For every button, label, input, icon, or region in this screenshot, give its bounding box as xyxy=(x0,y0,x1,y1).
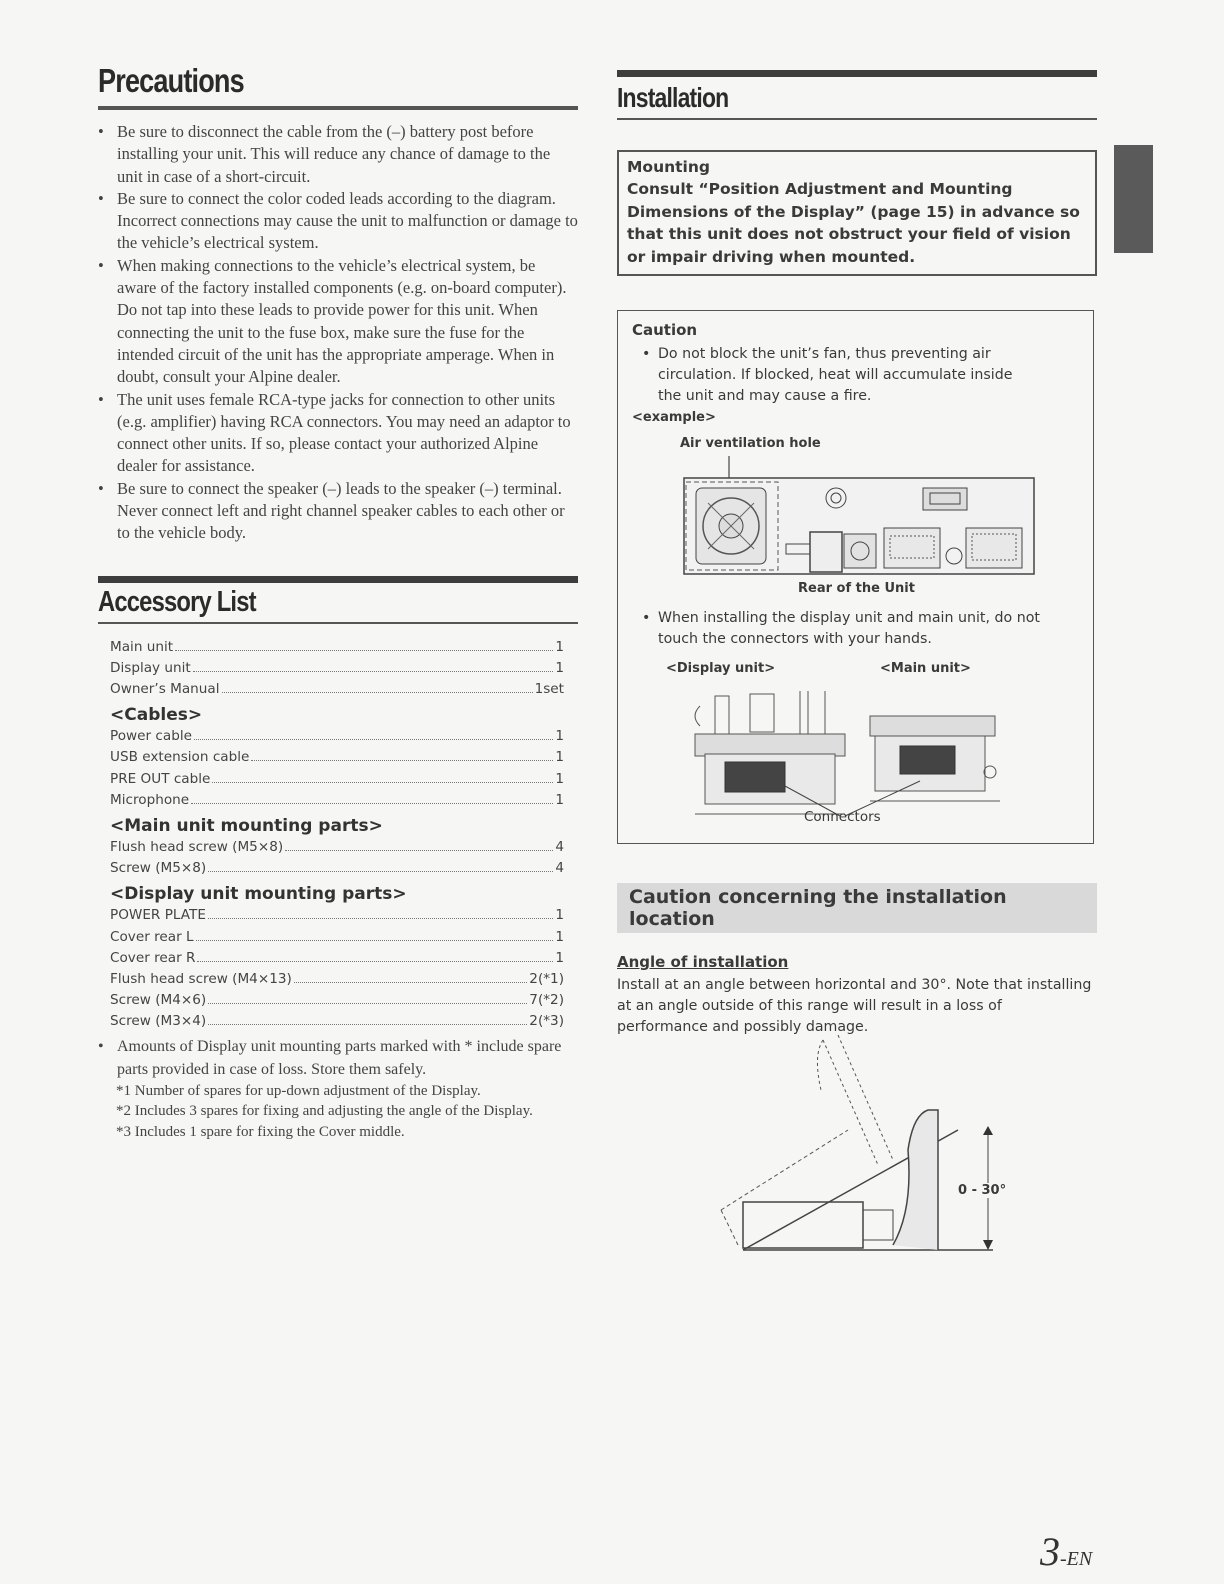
rear-unit-diagram xyxy=(678,456,1038,581)
installation-heading: Installation xyxy=(617,82,729,113)
list-item: Screw (M5×8) 4 xyxy=(110,860,564,877)
list-item: • Be sure to connect the speaker (–) leads to the speaker (–) terminal. Never connect left and right channel speaker cables to each other or to the vehicle body. xyxy=(98,478,578,545)
footnotes xyxy=(116,1081,580,1142)
list-item: PRE OUT cable 1 xyxy=(110,770,564,787)
example-label: <example> xyxy=(632,410,716,426)
footnote: *1 Number of spares for up-down adjustment of the Display. xyxy=(116,1083,481,1100)
list-item: • When making connections to the vehicle’s electrical system, be aware of the factory installed components (e.g. on-board computer). Do not tap into these leads to provide power for this unit. When connecting the unit to the fuse box, make sure the fuse for the intended circuit of the unit has the appropriate amperage. When in doubt, consult your Alpine dealer. xyxy=(98,255,578,389)
connectors-diagram xyxy=(690,686,1010,826)
location-heading: Caution concerning the installation location xyxy=(617,883,1097,933)
precautions-heading: Precautions xyxy=(98,62,244,99)
angle-label: 0 - 30° xyxy=(958,1183,1007,1198)
left-column xyxy=(98,62,580,1142)
list-item: POWER PLATE 1 xyxy=(110,907,564,924)
heading-rule xyxy=(98,622,578,624)
footnote: *3 Includes 1 spare for fixing the Cover middle. xyxy=(116,1123,405,1140)
accessory-heading: Accessory List xyxy=(98,585,256,618)
list-item: Cover rear L 1 xyxy=(110,928,564,945)
cables-subheading: <Cables> xyxy=(110,705,203,726)
list-item: • Be sure to connect the color coded leads according to the diagram. Incorrect connections may cause the unit to malfunction or damage to the vehicle’s electrical system. xyxy=(98,188,578,255)
section-rule xyxy=(617,70,1097,77)
mounting-text: Consult “Position Adjustment and Mounting Dimensions of the Display” (page 15) in advance so that this unit does not obstruct your field of vision or impair driving when mounted. xyxy=(627,180,1080,266)
heading-rule xyxy=(617,118,1097,120)
accessory-list xyxy=(110,639,564,1035)
list-item: USB extension cable 1 xyxy=(110,749,564,766)
caution-title: Caution xyxy=(632,321,698,340)
rear-label: Rear of the Unit xyxy=(798,581,915,597)
caution-box xyxy=(617,310,1094,844)
display-mount-subheading: <Display unit mounting parts> xyxy=(110,884,407,905)
section-rule xyxy=(98,576,578,583)
amounts-note: • Amounts of Display unit mounting parts marked with * include spare parts provided in case of loss. Store them safely. xyxy=(98,1036,578,1081)
list-item: Power cable 1 xyxy=(110,728,564,745)
display-unit-label: <Display unit> xyxy=(666,661,776,677)
caution-item: • Do not block the unit’s fan, thus preventing air circulation. If blocked, heat will accumulate inside the unit and may cause a fire. xyxy=(642,346,1013,405)
footnote: *2 Includes 3 spares for fixing and adjusting the angle of the Display. xyxy=(116,1103,533,1120)
air-vent-label: Air ventilation hole xyxy=(680,436,821,452)
amounts-note-list xyxy=(98,1036,578,1081)
right-column xyxy=(617,70,1097,1198)
list-item: Display unit 1 xyxy=(110,659,564,676)
list-item: Main unit 1 xyxy=(110,638,564,655)
list-item: • The unit uses female RCA-type jacks for connection to other units (e.g. amplifier) having RCA connectors. You may need an adaptor to connect other units. If so, please contact your authorized Alpine dealer for assistance. xyxy=(98,389,578,478)
heading-rule xyxy=(98,106,578,110)
mounting-box xyxy=(617,150,1097,276)
main-unit-label: <Main unit> xyxy=(880,661,971,677)
mounting-title: Mounting xyxy=(627,158,710,176)
precautions-list xyxy=(98,121,578,545)
list-item: • Be sure to disconnect the cable from the (–) battery post before installing your unit. This will reduce any chance of damage to the unit in case of a short-circuit. xyxy=(98,121,578,188)
list-item: Cover rear R 1 xyxy=(110,949,564,966)
list-item: Microphone 1 xyxy=(110,791,564,808)
list-item: Owner’s Manual 1set xyxy=(110,681,564,698)
angle-text: Install at an angle between horizontal and 30°. Note that installing at an angle outside of this range will result in a loss of performance and possibly damage. xyxy=(617,977,1092,1036)
list-item: Screw (M4×6) 7(*2) xyxy=(110,992,564,1009)
angle-diagram xyxy=(713,1030,1013,1265)
connectors-label: Connectors xyxy=(804,809,881,826)
section-tab xyxy=(1114,145,1153,253)
angle-title: Angle of installation xyxy=(617,953,789,972)
list-item: Flush head screw (M4×13) 2(*1) xyxy=(110,970,564,987)
list-item: Flush head screw (M5×8) 4 xyxy=(110,838,564,855)
page-number: 3-EN xyxy=(1040,1529,1093,1574)
main-mount-subheading: <Main unit mounting parts> xyxy=(110,815,383,836)
caution-item: • When installing the display unit and main unit, do not touch the connectors with your hands. xyxy=(642,610,1040,648)
list-item: Screw (M3×4) 2(*3) xyxy=(110,1013,564,1030)
